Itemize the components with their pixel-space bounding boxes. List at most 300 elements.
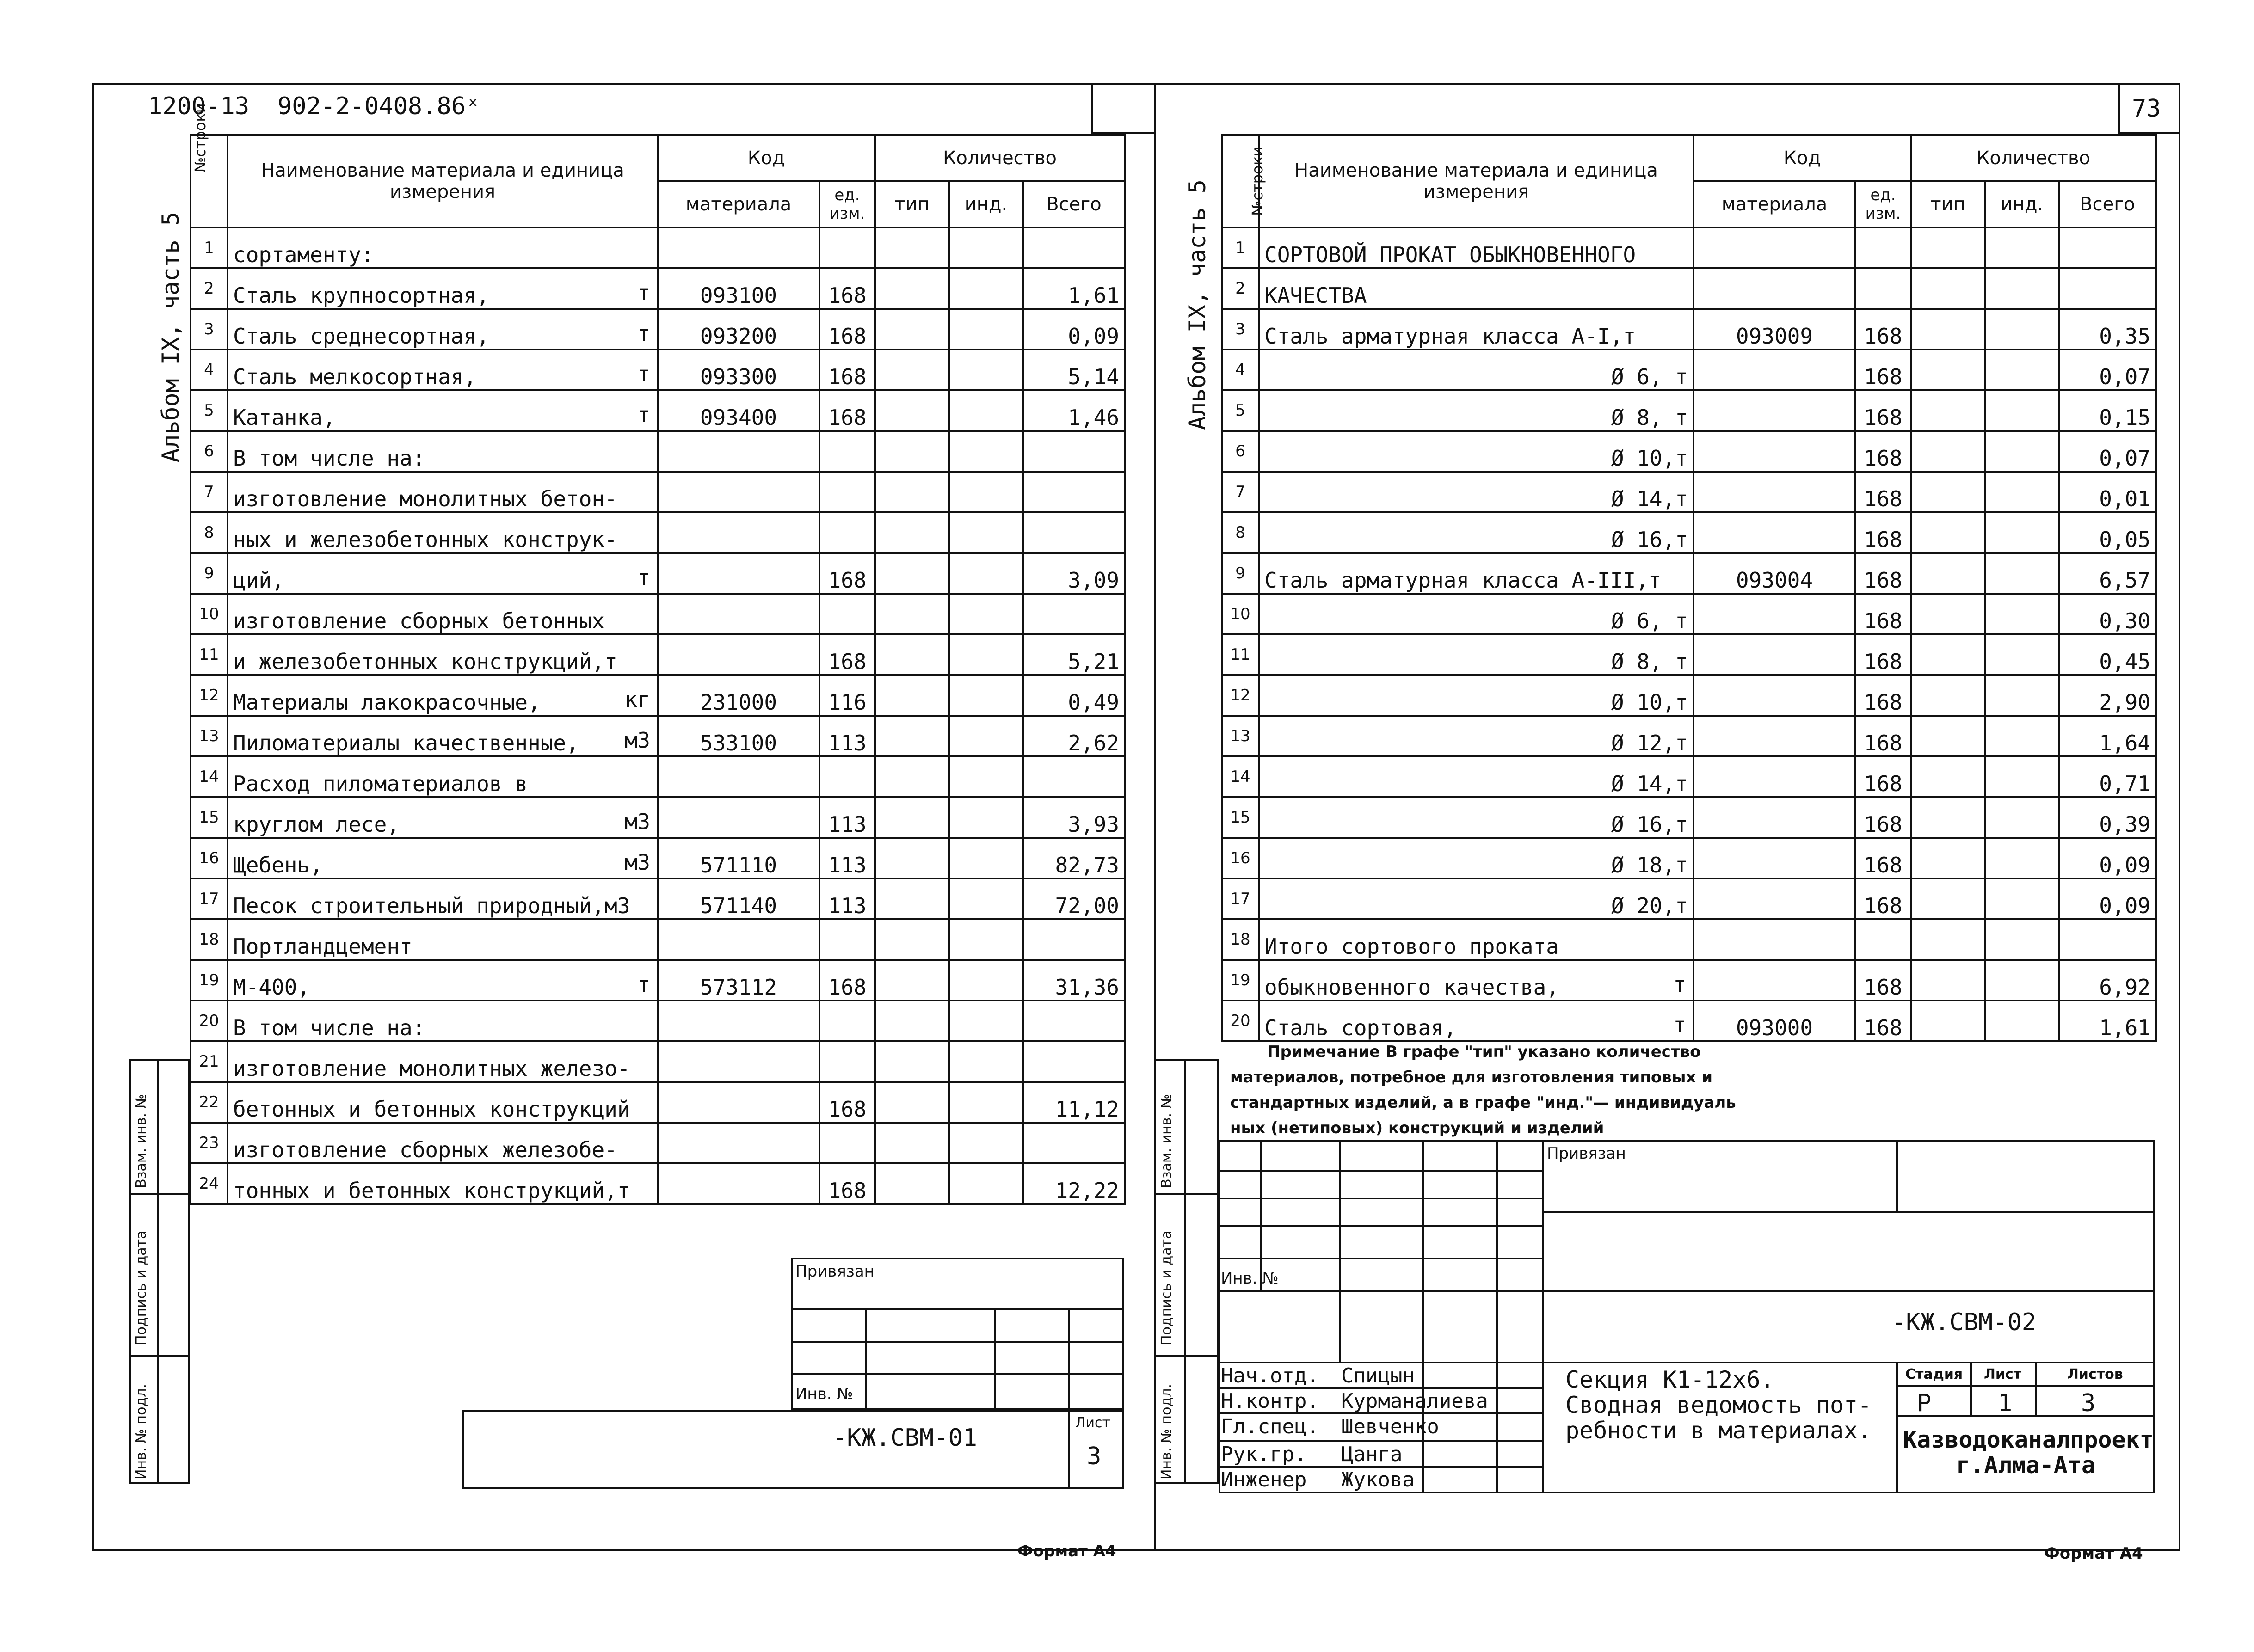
left-stamp-inv: Инв. № подл.	[133, 1384, 149, 1480]
unit-code	[819, 594, 875, 634]
material-name-text: Ø 12,т	[1611, 731, 1688, 755]
qty-ind	[949, 512, 1023, 553]
header-code: Код	[658, 135, 875, 181]
row-number: 14	[191, 756, 228, 797]
table-row	[1222, 838, 2156, 878]
table-row	[1222, 309, 2156, 350]
qty-type	[1911, 797, 1985, 838]
unit-suffix: м3	[624, 850, 650, 875]
material-code: 533100	[658, 716, 819, 756]
material-code	[658, 472, 819, 512]
qty-type	[875, 472, 949, 512]
qty-total: 1,46	[1023, 390, 1125, 431]
signature-name: Спицын	[1341, 1364, 1415, 1388]
unit-code	[1855, 227, 1911, 268]
table-row	[1222, 350, 2156, 390]
table-row	[1222, 431, 2156, 472]
qty-ind	[1985, 431, 2059, 472]
material-name	[1259, 594, 1694, 634]
unit-suffix: т	[637, 280, 650, 305]
left-privyazan-label: Привязан	[795, 1262, 875, 1281]
row-number: 11	[191, 634, 228, 675]
table-row	[191, 227, 1125, 268]
row-number: 24	[191, 1163, 228, 1204]
table-row	[1222, 553, 2156, 594]
unit-code: 168	[1855, 309, 1911, 350]
header-total: Всего	[2059, 181, 2156, 227]
qty-type	[1911, 472, 1985, 512]
qty-total: 0,09	[1023, 309, 1125, 350]
material-name	[228, 1123, 658, 1163]
table-row	[191, 960, 1125, 1001]
unit-code: 116	[819, 675, 875, 716]
qty-ind	[1985, 797, 2059, 838]
qty-ind	[949, 756, 1023, 797]
table-row	[1222, 268, 2156, 309]
material-name	[228, 594, 658, 634]
unit-code	[1855, 268, 1911, 309]
unit-suffix: м3	[624, 728, 650, 753]
qty-total: 31,36	[1023, 960, 1125, 1001]
left-format: Формат А4	[1017, 1542, 1116, 1560]
signature-role: Нач.отд.	[1221, 1364, 1319, 1388]
unit-code	[819, 1041, 875, 1082]
material-code: 093300	[658, 350, 819, 390]
material-code: 571140	[658, 878, 819, 919]
row-number: 15	[191, 797, 228, 838]
left-top-corner-box	[1091, 83, 1156, 134]
qty-type	[875, 919, 949, 960]
qty-total	[2059, 268, 2156, 309]
table-row	[191, 1123, 1125, 1163]
material-name-text: Ø 10,т	[1611, 690, 1688, 715]
material-name	[228, 553, 658, 594]
row-number: 12	[1222, 675, 1259, 716]
material-code	[658, 634, 819, 675]
material-name-text: бетонных и бетонных конструкций	[233, 1097, 630, 1122]
unit-code	[819, 1001, 875, 1041]
header-ind: инд.	[1985, 181, 2059, 227]
unit-code: 113	[819, 878, 875, 919]
unit-code: 168	[1855, 675, 1911, 716]
qty-total: 0,01	[2059, 472, 2156, 512]
left-doc-number: 1200-13	[148, 92, 250, 120]
qty-total: 0,35	[2059, 309, 2156, 350]
qty-type	[875, 716, 949, 756]
qty-type	[1911, 716, 1985, 756]
unit-code: 168	[819, 634, 875, 675]
header-row-no: №строки	[1222, 135, 1259, 227]
left-side-stamp-divider	[157, 1059, 159, 1484]
page-number: 73	[2132, 95, 2161, 123]
header-code: Код	[1694, 135, 1911, 181]
qty-type	[1911, 268, 1985, 309]
material-name	[1259, 227, 1694, 268]
qty-total	[2059, 919, 2156, 960]
unit-code	[819, 512, 875, 553]
qty-ind	[1985, 512, 2059, 553]
qty-ind	[949, 268, 1023, 309]
qty-ind	[1985, 553, 2059, 594]
header-material: материала	[658, 181, 819, 227]
qty-type	[875, 960, 949, 1001]
qty-type	[875, 634, 949, 675]
header-unit: ед. изм.	[819, 181, 875, 227]
material-code	[658, 1001, 819, 1041]
qty-ind	[949, 878, 1023, 919]
material-name	[1259, 756, 1694, 797]
qty-total: 0,07	[2059, 350, 2156, 390]
material-name	[228, 1001, 658, 1041]
left-inv-no: Инв. №	[795, 1385, 853, 1403]
material-name-text: Ø 6, т	[1611, 608, 1688, 633]
table-row	[1222, 675, 2156, 716]
material-name-text: КАЧЕСТВА	[1264, 283, 1367, 308]
qty-total	[1023, 431, 1125, 472]
qty-ind	[1985, 919, 2059, 960]
signature-role: Н.контр.	[1221, 1389, 1319, 1413]
qty-type	[1911, 960, 1985, 1001]
row-number: 5	[1222, 390, 1259, 431]
qty-type	[1911, 594, 1985, 634]
qty-type	[875, 1041, 949, 1082]
table-row	[1222, 716, 2156, 756]
table-row	[191, 878, 1125, 919]
left-stamp-podpis: Подпись и дата	[133, 1230, 149, 1345]
row-number: 14	[1222, 756, 1259, 797]
material-name	[228, 390, 658, 431]
qty-type	[875, 553, 949, 594]
table-row	[1222, 919, 2156, 960]
qty-ind	[949, 472, 1023, 512]
material-code	[658, 553, 819, 594]
table-row	[191, 553, 1125, 594]
material-code	[1694, 716, 1855, 756]
material-code	[1694, 268, 1855, 309]
material-name	[228, 634, 658, 675]
material-code	[1694, 838, 1855, 878]
unit-code	[819, 1123, 875, 1163]
material-name-text: Ø 8, т	[1611, 405, 1688, 430]
qty-type	[1911, 350, 1985, 390]
qty-type	[1911, 227, 1985, 268]
unit-code: 168	[1855, 960, 1911, 1001]
table-row	[191, 472, 1125, 512]
material-name	[228, 431, 658, 472]
material-code	[658, 1163, 819, 1204]
qty-ind	[949, 675, 1023, 716]
unit-code: 168	[819, 553, 875, 594]
header-total: Всего	[1023, 181, 1125, 227]
qty-type	[1911, 878, 1985, 919]
unit-code: 113	[819, 797, 875, 838]
unit-code	[1855, 919, 1911, 960]
table-row	[191, 309, 1125, 350]
material-name-text: М-400,	[233, 975, 310, 1000]
material-name-text: Ø 20,т	[1611, 893, 1688, 918]
unit-suffix: кг	[624, 687, 650, 712]
material-name	[1259, 797, 1694, 838]
material-name	[228, 797, 658, 838]
qty-ind	[949, 919, 1023, 960]
signature-role: Рук.гр.	[1221, 1443, 1307, 1466]
unit-code: 168	[1855, 350, 1911, 390]
table-row	[1222, 594, 2156, 634]
sheets-label: Листов	[2067, 1366, 2123, 1382]
right-stamp-inv: Инв. № подл.	[1158, 1384, 1175, 1480]
material-code: 093400	[658, 390, 819, 431]
material-code	[1694, 431, 1855, 472]
row-number: 13	[191, 716, 228, 756]
row-number: 11	[1222, 634, 1259, 675]
material-code	[1694, 919, 1855, 960]
material-name	[228, 472, 658, 512]
qty-ind	[1985, 472, 2059, 512]
row-number: 19	[1222, 960, 1259, 1001]
qty-type	[1911, 634, 1985, 675]
unit-code: 168	[1855, 716, 1911, 756]
qty-total: 0,15	[2059, 390, 2156, 431]
left-doc-code-box	[462, 1410, 1124, 1489]
table-row	[191, 390, 1125, 431]
qty-ind	[949, 1041, 1023, 1082]
unit-code: 168	[819, 1163, 875, 1204]
table-row	[1222, 797, 2156, 838]
table-row	[191, 1041, 1125, 1082]
material-code	[658, 756, 819, 797]
qty-ind	[1985, 838, 2059, 878]
material-name	[228, 960, 658, 1001]
right-format: Формат А4	[2044, 1544, 2143, 1563]
qty-total	[1023, 512, 1125, 553]
material-name-text: Сталь сортовая,	[1264, 1015, 1457, 1040]
qty-type	[1911, 838, 1985, 878]
right-doc-code: -КЖ.СВМ-02	[1891, 1308, 2037, 1336]
material-name-text: изготовление монолитных железо-	[233, 1056, 630, 1081]
unit-code: 168	[1855, 472, 1911, 512]
qty-type	[875, 1001, 949, 1041]
qty-total	[1023, 1001, 1125, 1041]
row-number: 13	[1222, 716, 1259, 756]
qty-total	[1023, 594, 1125, 634]
qty-total	[1023, 1041, 1125, 1082]
row-number: 20	[1222, 1001, 1259, 1041]
unit-code: 168	[1855, 390, 1911, 431]
unit-code	[819, 756, 875, 797]
material-code	[1694, 797, 1855, 838]
qty-type	[875, 227, 949, 268]
qty-type	[875, 1123, 949, 1163]
table-row	[1222, 634, 2156, 675]
qty-type	[875, 1163, 949, 1204]
material-code	[658, 1123, 819, 1163]
table-row	[191, 797, 1125, 838]
unit-code: 168	[1855, 1001, 1911, 1041]
qty-ind	[1985, 390, 2059, 431]
material-code	[658, 1082, 819, 1123]
qty-type	[1911, 553, 1985, 594]
unit-code: 168	[819, 309, 875, 350]
left-side-title: Альбом IX, часть 5	[157, 212, 184, 462]
sheet-value: 1	[1998, 1389, 2013, 1417]
material-name-text: тонных и бетонных конструкций,т	[233, 1178, 630, 1203]
material-name-text: Материалы лакокрасочные,	[233, 690, 541, 715]
material-name	[1259, 390, 1694, 431]
qty-total: 6,92	[2059, 960, 2156, 1001]
left-sheet-label: Лист	[1075, 1415, 1111, 1431]
material-code	[1694, 350, 1855, 390]
material-name	[228, 1041, 658, 1082]
qty-total: 0,49	[1023, 675, 1125, 716]
table-row	[191, 268, 1125, 309]
qty-type	[875, 1082, 949, 1123]
unit-code	[819, 472, 875, 512]
header-unit: ед. изм.	[1855, 181, 1911, 227]
qty-ind	[949, 716, 1023, 756]
material-name	[228, 838, 658, 878]
row-number: 21	[191, 1041, 228, 1082]
table-row	[191, 431, 1125, 472]
title-line-1: Секция К1-12х6.	[1565, 1366, 1774, 1393]
qty-total	[1023, 227, 1125, 268]
title-line-3: ребности в материалах.	[1565, 1417, 1872, 1444]
qty-ind	[949, 634, 1023, 675]
material-name-text: сортаменту:	[233, 242, 374, 267]
row-number: 1	[191, 227, 228, 268]
material-code: 093100	[658, 268, 819, 309]
material-name	[1259, 350, 1694, 390]
org-line-1: Казводоканалпроект	[1903, 1426, 2154, 1453]
qty-ind	[1985, 634, 2059, 675]
row-number: 3	[1222, 309, 1259, 350]
unit-code: 113	[819, 716, 875, 756]
material-name-text: Пиломатериалы качественные,	[233, 731, 579, 755]
material-name-text: Сталь арматурная класса А-I,т	[1264, 324, 1636, 349]
row-number: 23	[191, 1123, 228, 1163]
qty-total: 0,09	[2059, 838, 2156, 878]
material-name-text: Портландцемент	[233, 934, 413, 959]
material-name	[1259, 268, 1694, 309]
row-number: 9	[1222, 553, 1259, 594]
header-qty: Количество	[875, 135, 1125, 181]
qty-ind	[949, 431, 1023, 472]
table-row	[191, 1082, 1125, 1123]
qty-total: 0,45	[2059, 634, 2156, 675]
material-name	[1259, 512, 1694, 553]
material-name-text: Расход пиломатериалов в	[233, 771, 528, 796]
header-type: тип	[1911, 181, 1985, 227]
qty-type	[1911, 919, 1985, 960]
material-code	[658, 919, 819, 960]
table-row	[1222, 756, 2156, 797]
qty-type	[875, 309, 949, 350]
unit-code: 168	[1855, 431, 1911, 472]
material-code	[1694, 594, 1855, 634]
material-name-text: В том числе на:	[233, 446, 425, 471]
material-name-text: изготовление сборных бетонных	[233, 608, 605, 633]
header-row-no: №строки	[191, 135, 228, 227]
qty-type	[875, 838, 949, 878]
qty-total: 82,73	[1023, 838, 1125, 878]
qty-ind	[949, 1163, 1023, 1204]
material-name	[228, 716, 658, 756]
material-name	[228, 1163, 658, 1204]
table-row	[191, 756, 1125, 797]
qty-total	[1023, 1123, 1125, 1163]
row-number: 3	[191, 309, 228, 350]
row-number: 16	[191, 838, 228, 878]
left-sheet-no: 3	[1087, 1443, 1102, 1470]
row-number: 5	[191, 390, 228, 431]
row-number: 4	[191, 350, 228, 390]
material-code	[658, 1041, 819, 1082]
qty-type	[1911, 390, 1985, 431]
qty-total: 0,07	[2059, 431, 2156, 472]
table-row	[191, 716, 1125, 756]
material-name-text: СОРТОВОЙ ПРОКАТ ОБЫКНОВЕННОГО	[1264, 242, 1636, 267]
row-number: 12	[191, 675, 228, 716]
material-code	[658, 227, 819, 268]
material-name-text: Песок строительный природный,м3	[233, 893, 630, 918]
material-name-text: Ø 8, т	[1611, 649, 1688, 674]
qty-total: 2,90	[2059, 675, 2156, 716]
table-row	[191, 634, 1125, 675]
left-doc-code: -КЖ.СВМ-01	[832, 1424, 978, 1452]
unit-code: 168	[1855, 634, 1911, 675]
qty-ind	[1985, 756, 2059, 797]
qty-total	[1023, 756, 1125, 797]
row-number: 6	[1222, 431, 1259, 472]
qty-total: 72,00	[1023, 878, 1125, 919]
material-name-text: Сталь крупносортная,	[233, 283, 489, 308]
qty-ind	[949, 309, 1023, 350]
material-name	[228, 227, 658, 268]
qty-total: 1,64	[2059, 716, 2156, 756]
qty-type	[875, 878, 949, 919]
org-line-2: г.Алма-Ата	[1956, 1452, 2096, 1479]
left-stamp-vzam: Взам. инв. №	[133, 1094, 149, 1188]
stage-value: Р	[1917, 1389, 1932, 1417]
unit-suffix: т	[1673, 1013, 1686, 1038]
material-code: 093009	[1694, 309, 1855, 350]
row-number: 1	[1222, 227, 1259, 268]
material-name	[228, 756, 658, 797]
qty-ind	[949, 1001, 1023, 1041]
unit-code: 168	[819, 268, 875, 309]
qty-type	[875, 594, 949, 634]
qty-ind	[949, 553, 1023, 594]
unit-code: 168	[819, 350, 875, 390]
qty-ind	[1985, 878, 2059, 919]
material-code: 093004	[1694, 553, 1855, 594]
row-number: 19	[191, 960, 228, 1001]
material-name	[1259, 675, 1694, 716]
note-line-3: стандартных изделий, а в графе "инд."— индивидуаль	[1230, 1093, 1736, 1112]
header-material: материала	[1694, 181, 1855, 227]
material-name-text: Итого сортового проката	[1264, 934, 1559, 959]
note-line-2: материалов, потребное для изготовления типовых и	[1230, 1068, 1713, 1087]
material-name-text: Ø 14,т	[1611, 486, 1688, 511]
table-row	[1222, 472, 2156, 512]
material-name	[1259, 553, 1694, 594]
material-name	[228, 309, 658, 350]
unit-code: 168	[1855, 594, 1911, 634]
material-name-text: ных и железобетонных конструк-	[233, 527, 617, 552]
material-code	[658, 594, 819, 634]
table-row	[191, 594, 1125, 634]
right-side-title: Альбом IX, часть 5	[1184, 179, 1211, 430]
unit-code	[819, 431, 875, 472]
